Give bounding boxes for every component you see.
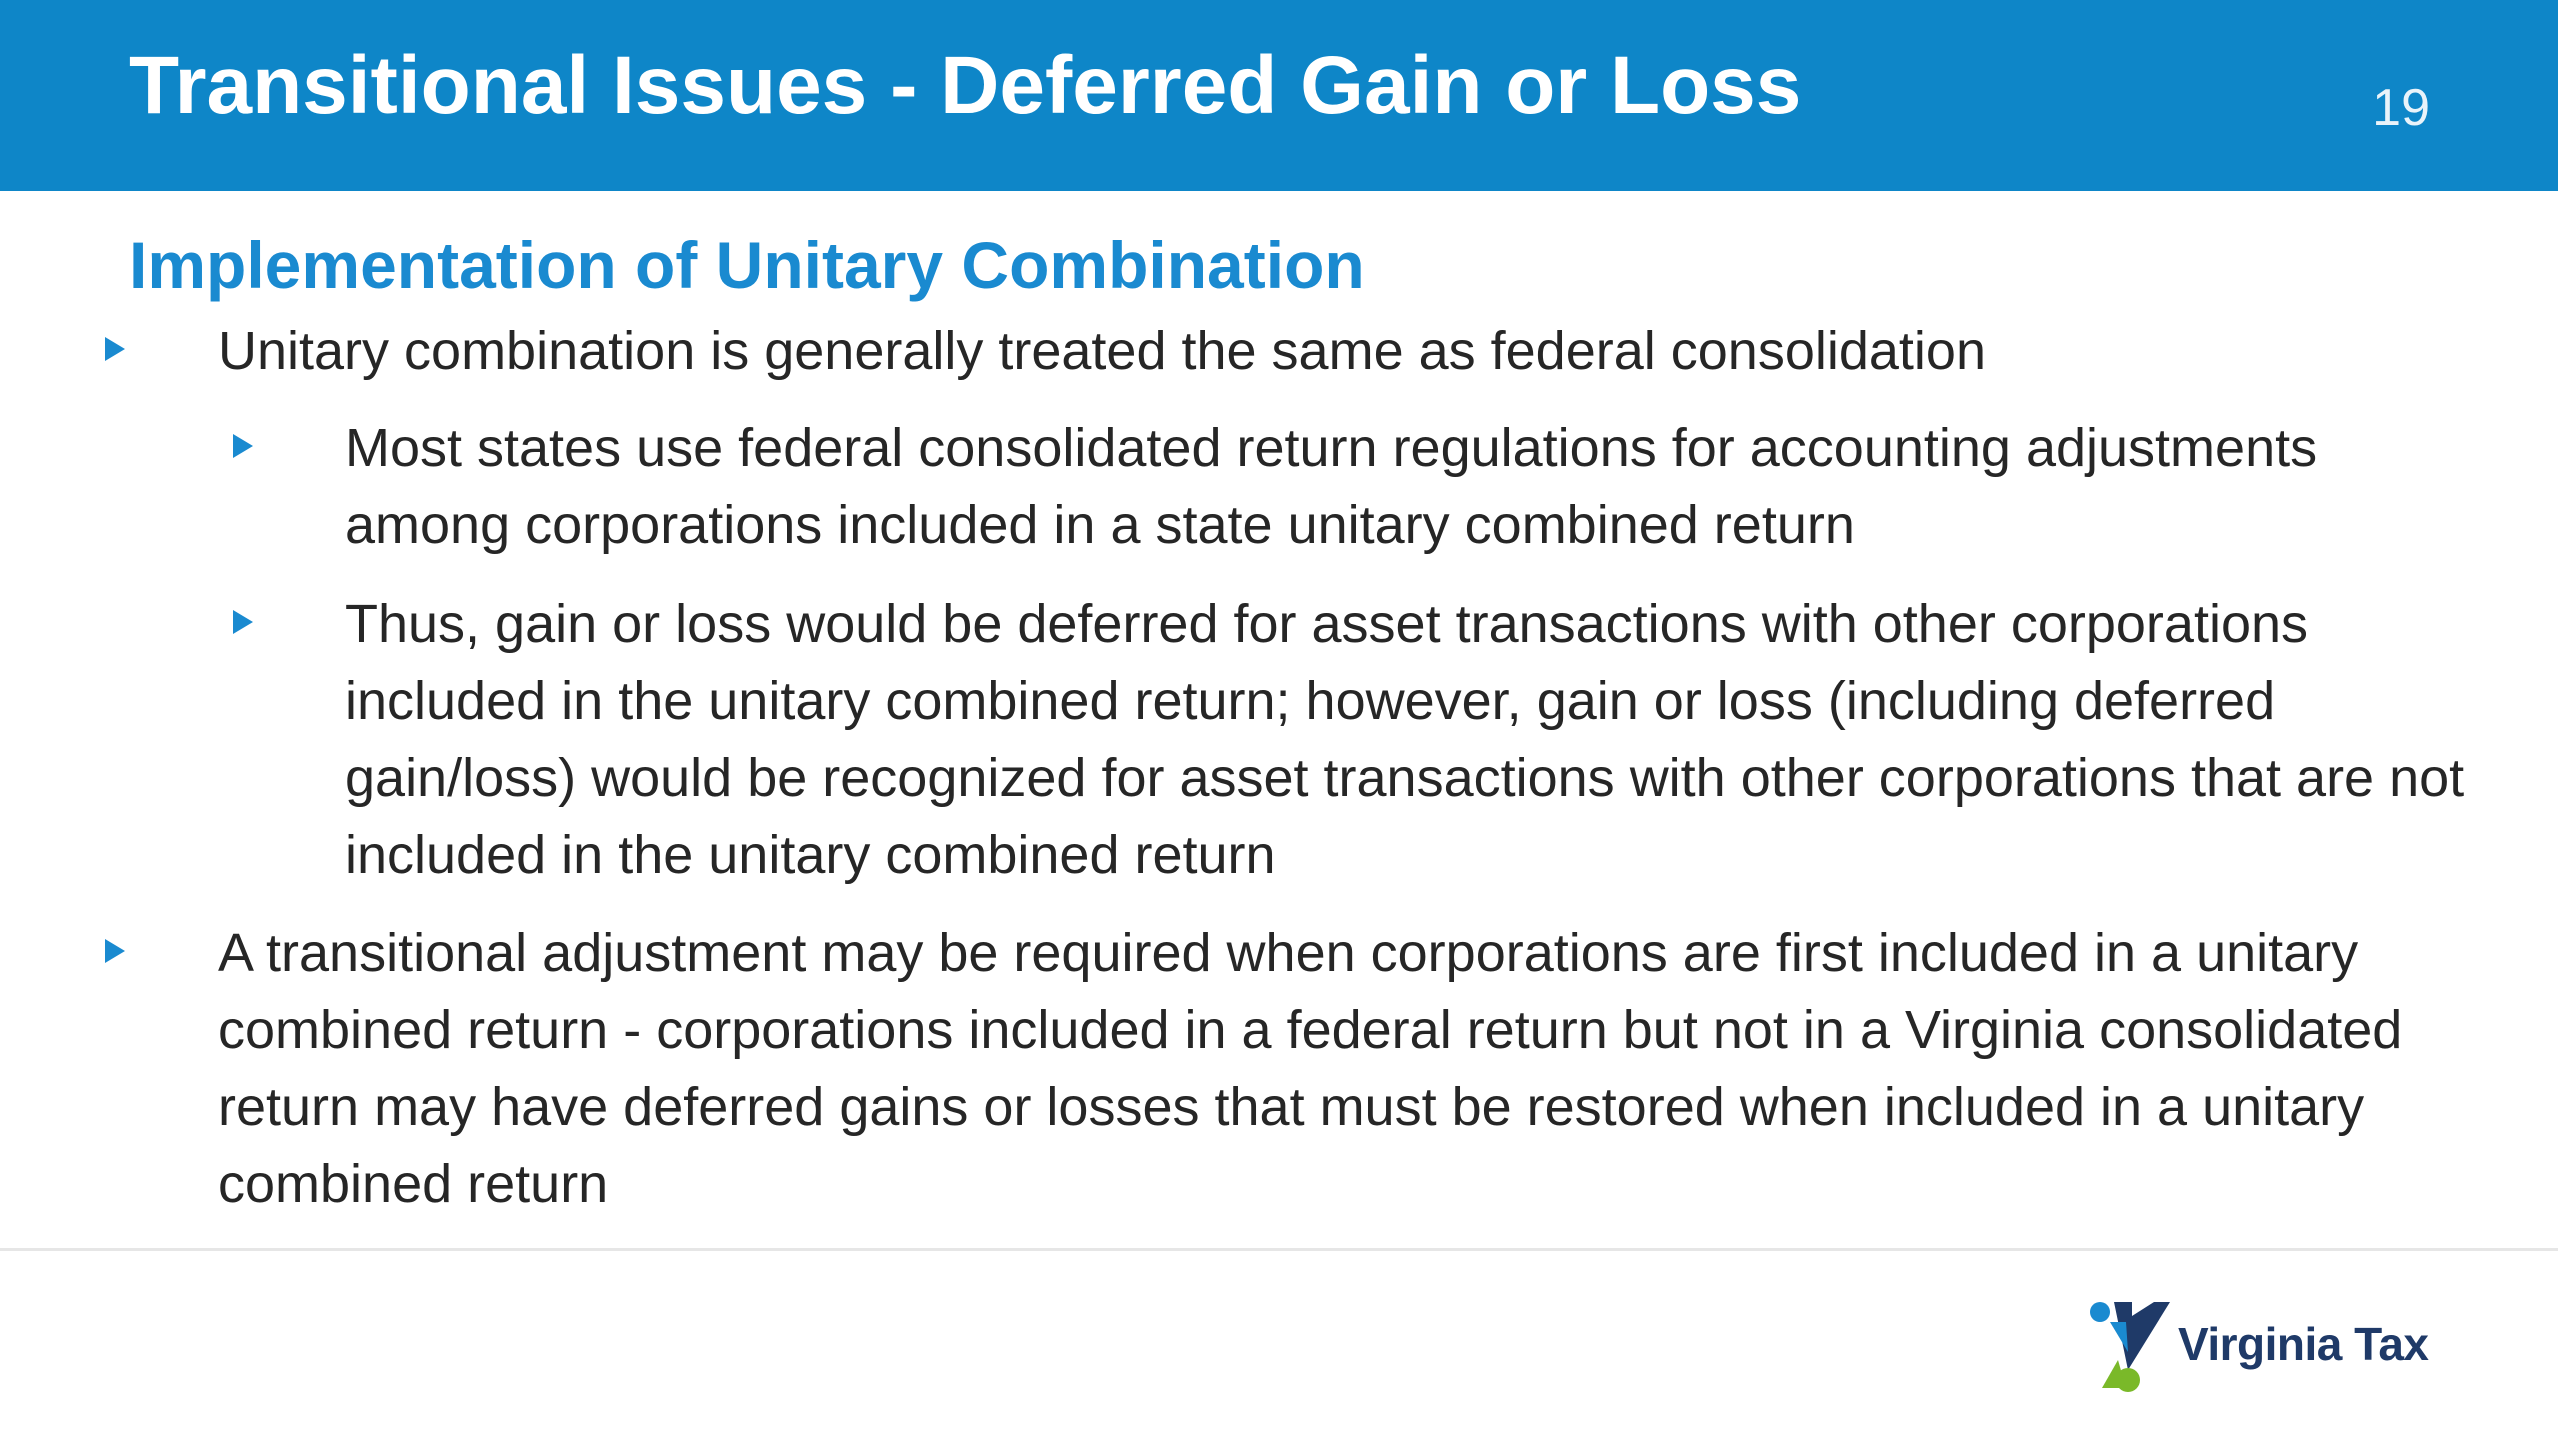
triangle-bullet-icon [233,434,253,458]
section-subtitle: Implementation of Unitary Combination [129,228,1365,302]
slide-number: 19 [2372,79,2430,137]
footer-divider [0,1248,2558,1251]
sub-bullet-item [345,410,2475,564]
bullet-text: Most states use federal consolidated return regulations for accounting adjustments among corporations included in a state unitary combined return [345,418,2318,555]
bullet-text: Thus, gain or loss would be deferred for asset transactions with other corporations included in the unitary combined return; however, gain or loss (including deferred gain/loss) would be recognized for asset transactions with other corporations that are not included in the unitary combined return [345,594,2465,885]
bullet-text: A transitional adjustment may be required when corporations are first included in a unitary combined return - corporations included in a federal return but not in a Virginia consolidated return may have deferred gains or losses that must be restored when included in a unitary combined return [218,923,2403,1214]
triangle-bullet-icon [105,939,125,963]
triangle-bullet-icon [105,337,125,361]
bullet-item [218,313,2418,390]
bullet-text: Unitary combination is generally treated the same as federal consolidation [218,321,1986,381]
logo-text: Virginia Tax [2178,1318,2429,1370]
virginia-tax-logo-icon [2088,1296,2172,1392]
bullet-item [218,915,2498,1223]
virginia-tax-logo [2088,1294,2429,1394]
sub-bullet-item [345,586,2495,894]
slide-title: Transitional Issues - Deferred Gain or Loss [129,40,1802,131]
triangle-bullet-icon [233,610,253,634]
